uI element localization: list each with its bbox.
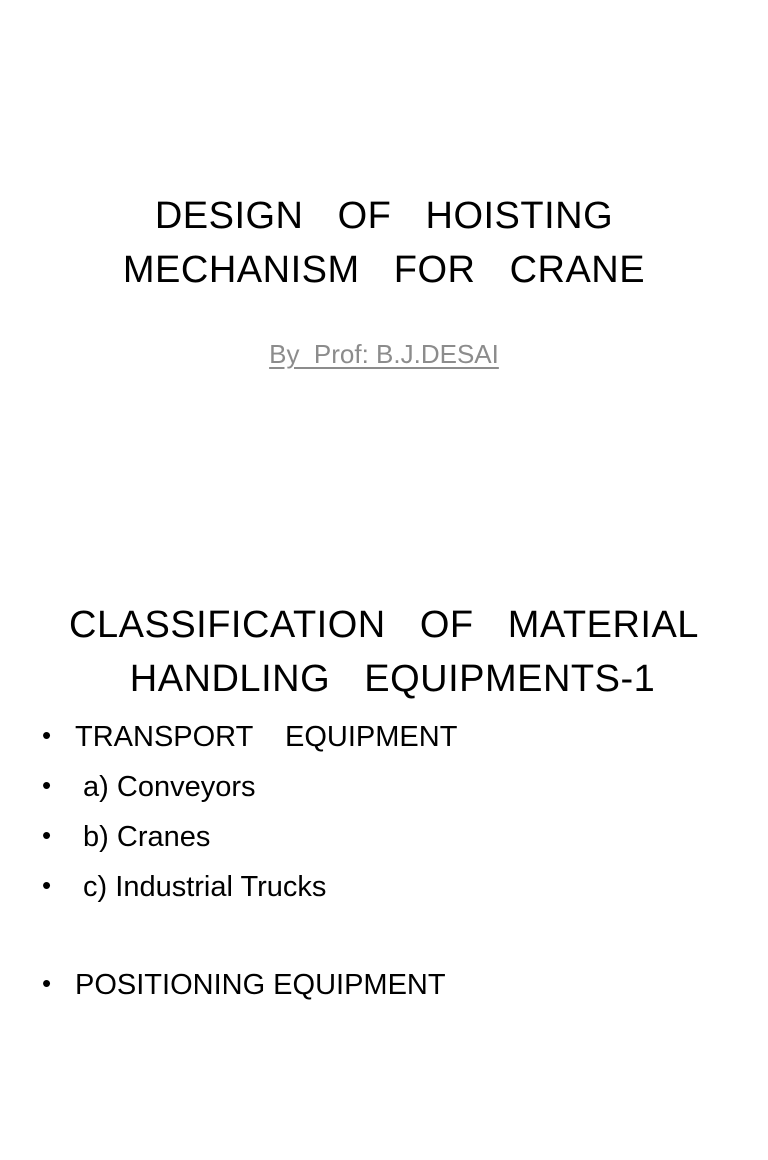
classification-slide xyxy=(0,560,768,1024)
bullet-text: b) Cranes xyxy=(75,821,211,853)
bullet-text: c) Industrial Trucks xyxy=(75,871,327,903)
bullet-icon: • xyxy=(42,720,52,750)
list-item xyxy=(42,712,458,762)
slide-title-line-2: MECHANISM FOR CRANE xyxy=(122,249,646,291)
title-slide xyxy=(0,0,768,560)
bullet-icon: • xyxy=(42,820,52,850)
list-item xyxy=(42,812,211,862)
slide-heading-line-2: HANDLING EQUIPMENTS-1 xyxy=(112,658,656,700)
list-item xyxy=(42,762,256,812)
slide-heading-line-1: CLASSIFICATION OF MATERIAL xyxy=(69,604,699,646)
bullet-icon: • xyxy=(42,968,52,998)
bullet-icon: • xyxy=(42,870,52,900)
list-spacer xyxy=(42,912,90,960)
slide-title xyxy=(0,189,768,297)
list-item xyxy=(42,960,446,1010)
slide-title-line-1: DESIGN OF HOISTING xyxy=(154,195,614,237)
list-item xyxy=(42,862,327,912)
bullet-icon: • xyxy=(42,770,52,800)
bullet-list xyxy=(42,712,458,1010)
slide-heading xyxy=(0,598,768,706)
author-subtitle: By Prof: B.J.DESAI xyxy=(269,339,499,369)
bullet-text: POSITIONING EQUIPMENT xyxy=(75,969,446,1001)
bullet-text: TRANSPORT EQUIPMENT xyxy=(75,721,458,753)
bullet-text: a) Conveyors xyxy=(75,771,256,803)
